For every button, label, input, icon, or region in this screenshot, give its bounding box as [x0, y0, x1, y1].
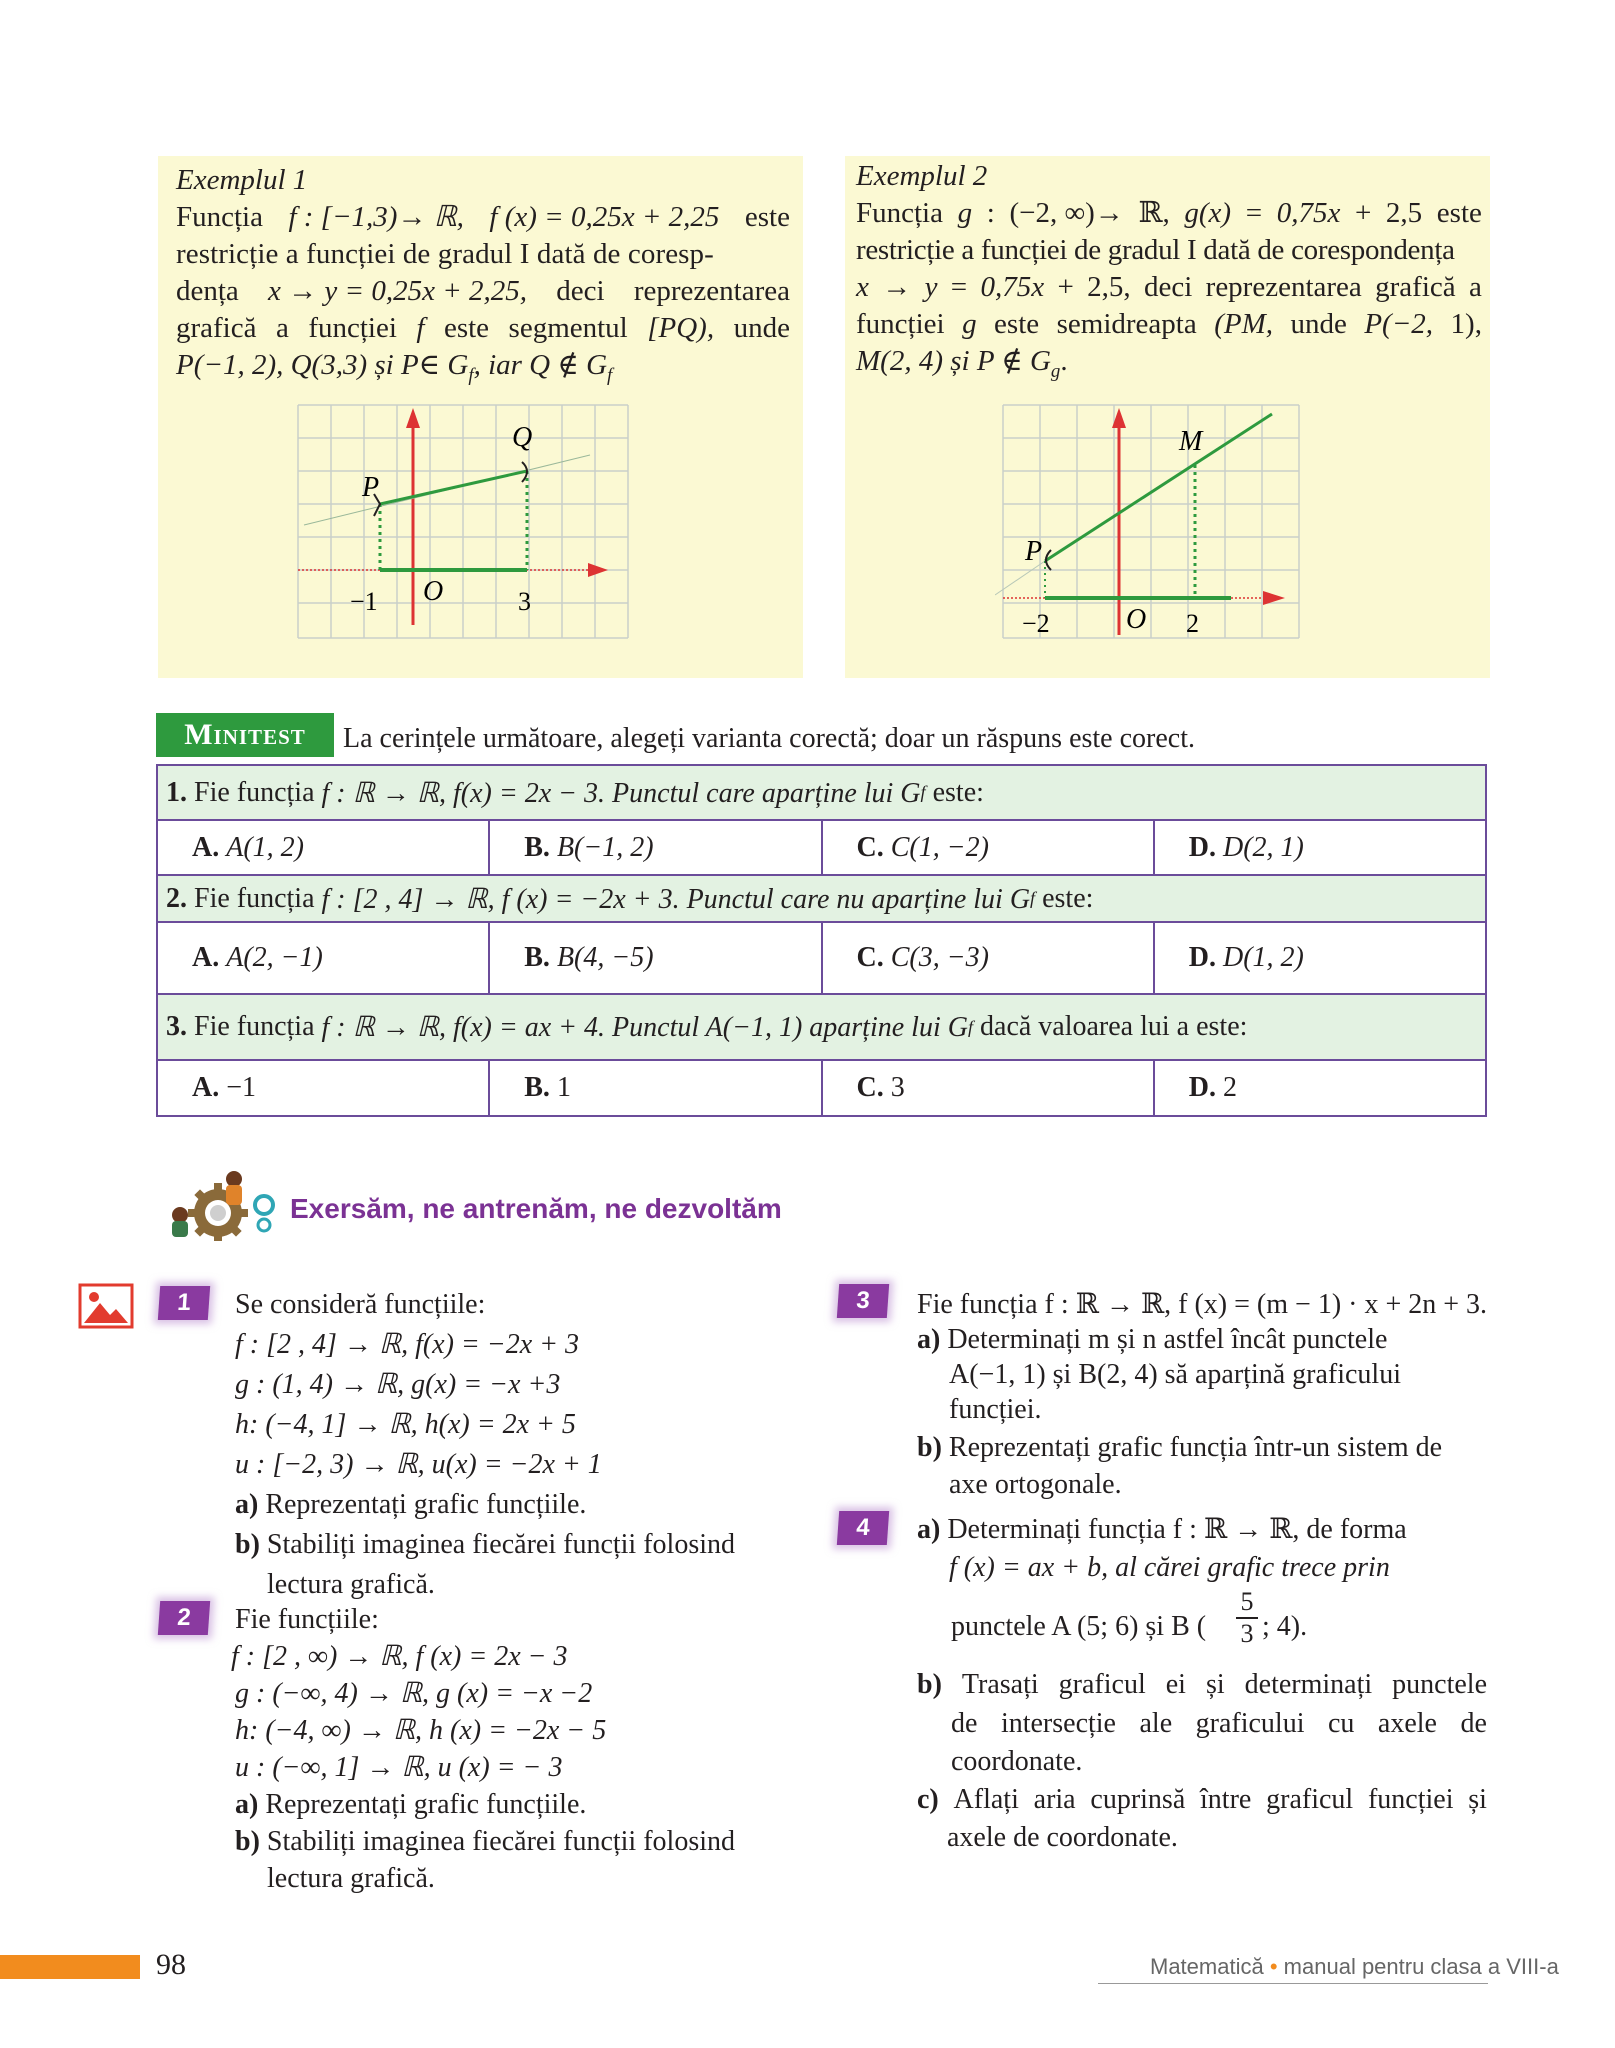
question-2-option-c[interactable]: C. C(3, −3) [821, 923, 1153, 993]
minitest-table [156, 764, 1487, 1117]
exercise-4-part-b: b) Trasați graficul ei și determinați punctele [917, 1669, 1487, 1700]
graph-1-label-pos: 3 [518, 587, 531, 616]
exercise-4-part-b-cont-1: de intersecție ale graficului cu axele de [951, 1708, 1487, 1739]
exercise-2-part-b: b) Stabiliți imaginea fiecărei funcții folosind [235, 1826, 735, 1857]
question-1: 1. Fie funcția f : ℝ → ℝ, f(x) = 2x − 3. Punctul care aparține lui G f este: [158, 764, 1485, 819]
example-2-line-5: M(2, 4) și P ∉ $G_g$. [856, 345, 1068, 382]
graph-1-label-neg: −1 [350, 587, 378, 616]
exercise-1-intro: Se consideră funcțiile: [235, 1289, 486, 1320]
question-3: 3. Fie funcția f : ℝ → ℝ, f(x) = ax + 4. Punctul A(−1, 1) aparține lui G f dacă valoarea lui a este: [158, 993, 1485, 1059]
question-3-option-b[interactable]: B. 1 [488, 1061, 820, 1115]
question-2-options [158, 921, 1485, 993]
question-3-option-c[interactable]: C. 3 [821, 1061, 1153, 1115]
exercise-1-function-h: h: (−4, 1] → ℝ, h(x) = 2x + 5 [235, 1409, 576, 1440]
exercise-2-intro: Fie funcțiile: [235, 1604, 379, 1635]
exercise-4-part-c-cont: axele de coordonate. [947, 1822, 1178, 1853]
footer-book-title: Matematică • manual pentru clasa a VIII-a [1150, 1954, 1559, 1979]
footer-bullet: • [1269, 1954, 1278, 1979]
exercise-3-part-b: b) Reprezentați grafic funcția într-un sistem de [917, 1432, 1443, 1463]
exercise-4-number: 4 [837, 1511, 889, 1545]
example-1-line-1: Funcția f : [−1,3)→ ℝ, f (x) = 0,25x + 2,25 este [176, 201, 790, 233]
example-2-graph [995, 400, 1315, 645]
question-2-option-d[interactable]: D. D(1, 2) [1153, 923, 1485, 993]
graph-2-label-m: M [1179, 426, 1203, 457]
exercise-3-number: 3 [837, 1284, 889, 1318]
example-2-line-2: restricție a funcției de gradul I dată de corespondența [856, 234, 1455, 266]
question-2: 2. Fie funcția f : [2 , 4] → ℝ, f (x) = −2x + 3. Punctul care nu aparține lui G f este: [158, 874, 1485, 921]
example-1-line-2: restricție a funcției de gradul I dată de coresp- [176, 238, 714, 270]
fraction-denominator: 3 [1240, 1619, 1254, 1648]
example-2-title: Exemplul 2 [856, 160, 988, 192]
exercise-3-part-b-cont: axe ortogonale. [949, 1469, 1122, 1500]
footer-rule [1098, 1983, 1488, 1984]
graph-1-label-p: P [362, 472, 380, 503]
exercise-1-part-b-cont: lectura grafică. [267, 1569, 435, 1600]
exercise-1-function-g: g : (1, 4) → ℝ, g(x) = −x +3 [235, 1369, 561, 1400]
exercise-2-part-a: a) Reprezentați grafic funcțiile. [235, 1789, 587, 1820]
exercise-2-function-u: u : (−∞, 1] → ℝ, u (x) = − 3 [235, 1752, 563, 1783]
graph-2-label-o: O [1126, 604, 1147, 635]
question-1-options [158, 819, 1485, 874]
exercise-4-part-a: a) Determinați funcția f : ℝ → ℝ, de forma [917, 1514, 1407, 1545]
exercise-3-part-a-cont-2: funcției. [949, 1394, 1042, 1425]
exercise-3-part-a-cont-1: A(−1, 1) și B(2, 4) să aparțină graficului [949, 1359, 1401, 1390]
example-2-text [856, 158, 1482, 390]
graph-1-label-o: O [423, 576, 444, 607]
example-1-line-4: grafică a funcției f este segmentul [PQ), unde [176, 312, 790, 344]
example-1-title: Exemplul 1 [176, 164, 308, 196]
question-3-options [158, 1059, 1485, 1115]
exercise-1-part-a: a) Reprezentați grafic funcțiile. [235, 1489, 587, 1520]
exercise-2-function-h: h: (−4, ∞) → ℝ, h (x) = −2x − 5 [235, 1715, 607, 1746]
question-1-option-c[interactable]: C. C(1, −2) [821, 821, 1153, 874]
question-3-option-d[interactable]: D. 2 [1153, 1061, 1485, 1115]
gears-kids-icon [160, 1163, 280, 1243]
exercise-4-part-b-cont-2: coordonate. [951, 1746, 1083, 1777]
example-2-line-1: Funcția g : (−2, ∞)→ ℝ, g(x) = 0,75x + 2,5 este [856, 197, 1482, 229]
exercise-4-part-c: c) Aflați aria cuprinsă între graficul funcției și [917, 1784, 1487, 1815]
exercise-2-number: 2 [158, 1601, 210, 1635]
exercise-4-part-a-cont-1: f (x) = ax + b, al cărei grafic trece prin [949, 1552, 1390, 1583]
graph-2-label-neg: −2 [1022, 609, 1050, 638]
exercise-3-part-a: a) Determinați m și n astfel încât punctele [917, 1324, 1388, 1355]
graph-2-label-pos: 2 [1186, 609, 1199, 638]
example-1-line-3: dența x → y = 0,25x + 2,25, deci reprezentarea [176, 275, 790, 307]
example-2-line-4: funcției g este semidreapta (PM, unde P(−2, 1), [856, 308, 1482, 340]
exercise-2-function-f: f : [2 , ∞) → ℝ, f (x) = 2x − 3 [231, 1641, 568, 1672]
exercise-2-part-b-cont: lectura grafică. [267, 1863, 435, 1894]
question-1-option-a[interactable]: A. A(1, 2) [192, 831, 304, 863]
fraction-numerator: 5 [1240, 1587, 1254, 1616]
exercise-1-number: 1 [158, 1286, 210, 1320]
exercise-4-part-a-cont-2: punctele A (5; 6) și B ( [951, 1611, 1207, 1642]
minitest-intro: La cerințele următoare, alegeți varianta corectă; doar un răspuns este corect. [343, 723, 1195, 754]
question-1-option-d[interactable]: D. D(2, 1) [1153, 821, 1485, 874]
image-icon[interactable] [78, 1283, 134, 1329]
example-1-graph [290, 400, 650, 645]
minitest-badge: Minitest [156, 713, 334, 757]
exercise-3-intro: Fie funcția f : ℝ → ℝ, f (x) = (m − 1) · x + 2n + 3. [917, 1289, 1488, 1320]
footer-accent-bar [0, 1955, 140, 1979]
example-1-line-5: P(−1, 2), Q(3,3) și P∈ $G_f$, iar Q ∉ $G_f$ [176, 349, 613, 386]
fraction-five-thirds [1236, 1587, 1258, 1649]
graph-1-label-q: Q [512, 422, 533, 453]
section-title: Exersăm, ne antrenăm, ne dezvoltăm [290, 1193, 782, 1224]
example-1-text [176, 162, 790, 394]
example-2-line-3: x → y = 0,75x + 2,5, deci reprezentarea grafică a [856, 271, 1482, 303]
exercise-4-part-a-cont-3: ; 4). [1262, 1611, 1308, 1642]
exercise-1-function-f: f : [2 , 4] → ℝ, f(x) = −2x + 3 [235, 1329, 580, 1360]
question-1-option-b[interactable]: B. B(−1, 2) [488, 821, 820, 874]
exercise-2-function-g: g : (−∞, 4) → ℝ, g (x) = −x −2 [235, 1678, 593, 1709]
graph-2-label-p: P [1025, 536, 1043, 567]
question-2-option-a[interactable]: A. A(2, −1) [192, 942, 323, 973]
question-3-option-a[interactable]: A. −1 [192, 1072, 257, 1103]
page-number: 98 [156, 1948, 186, 1981]
exercise-1-function-u: u : [−2, 3) → ℝ, u(x) = −2x + 1 [235, 1449, 602, 1480]
question-2-option-b[interactable]: B. B(4, −5) [488, 923, 820, 993]
exercise-1-part-b: b) Stabiliți imaginea fiecărei funcții folosind [235, 1529, 735, 1560]
